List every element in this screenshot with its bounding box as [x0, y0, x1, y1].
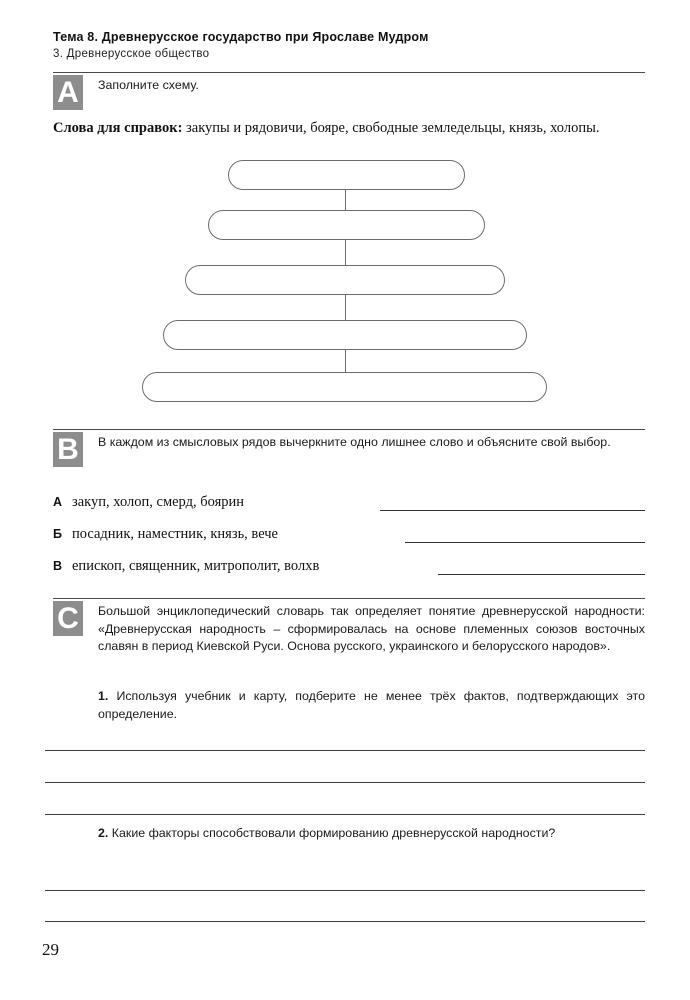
task-c-rule [53, 598, 645, 599]
word-row-b-answer-line[interactable] [405, 542, 645, 543]
page-header [53, 30, 653, 60]
task-b-instruction: В каждом из смысловых рядов вычеркните одно лишнее слово и объясните свой выбор. [98, 435, 611, 449]
question-2-number: 2. [98, 826, 109, 840]
reference-words [53, 118, 647, 138]
word-row-a-words[interactable]: закуп, холоп, смерд, боярин [72, 494, 245, 510]
theme-title: Тема 8. Древнерусское государство при Ярославе Мудром [53, 30, 429, 44]
scheme-box-1[interactable] [228, 160, 465, 190]
question-2 [98, 825, 645, 843]
scheme-connector-2 [345, 240, 346, 265]
question-2-answer-line-2[interactable] [45, 921, 645, 922]
question-1-answer-line-2[interactable] [45, 782, 645, 783]
task-a-rule [53, 72, 645, 73]
question-1-text: Используя учебник и карту, подберите не менее трёх фактов, подтверждающих это определение. [98, 689, 645, 721]
scheme-box-5[interactable] [142, 372, 547, 402]
scheme-box-2[interactable] [208, 210, 485, 240]
question-2-answer-line-1[interactable] [45, 890, 645, 891]
task-b-rule [53, 429, 645, 430]
section-subtitle: 3. Древнерусское общество [53, 48, 210, 60]
word-row-v-answer-line[interactable] [438, 574, 645, 575]
question-1-answer-line-1[interactable] [45, 750, 645, 751]
word-row-v [53, 556, 645, 576]
task-b-badge: B [53, 432, 83, 467]
word-row-v-words[interactable]: епископ, священник, митрополит, волхв [72, 558, 320, 574]
word-row-b [53, 524, 645, 544]
question-1-answer-line-3[interactable] [45, 814, 645, 815]
reference-words-label: Слова для справок: [53, 120, 183, 136]
word-row-v-letter: В [53, 559, 63, 573]
word-row-b-words[interactable]: посадник, наместник, князь, вече [72, 526, 278, 542]
page-number: 29 [42, 940, 59, 959]
word-row-a [53, 492, 645, 512]
scheme-connector-1 [345, 190, 346, 210]
question-1-number: 1. [98, 689, 109, 703]
hierarchy-scheme [0, 155, 690, 405]
scheme-connector-3 [345, 295, 346, 320]
task-c-badge: C [53, 601, 83, 636]
task-a-badge: A [53, 75, 83, 110]
scheme-box-4[interactable] [163, 320, 527, 350]
task-c-definition: Большой энциклопедический словарь так определяет понятие древнерусской народности: «Древнерусская народность – сформировалась на основе племенных союзов восточных славян в период Киевской Руси. Основа русского, украинского и белорусского народов». [98, 604, 645, 653]
scheme-box-3[interactable] [185, 265, 505, 295]
reference-words-list: закупы и рядовичи, бояре, свободные земледельцы, князь, холопы. [182, 120, 600, 136]
question-2-text: Какие факторы способствовали формированию древнерусской народности? [108, 826, 556, 840]
question-1 [98, 688, 645, 723]
word-row-a-answer-line[interactable] [380, 510, 645, 511]
scheme-connector-4 [345, 350, 346, 372]
word-row-b-letter: Б [53, 527, 62, 541]
word-row-a-letter: А [53, 495, 63, 509]
task-a-instruction: Заполните схему. [98, 78, 199, 92]
